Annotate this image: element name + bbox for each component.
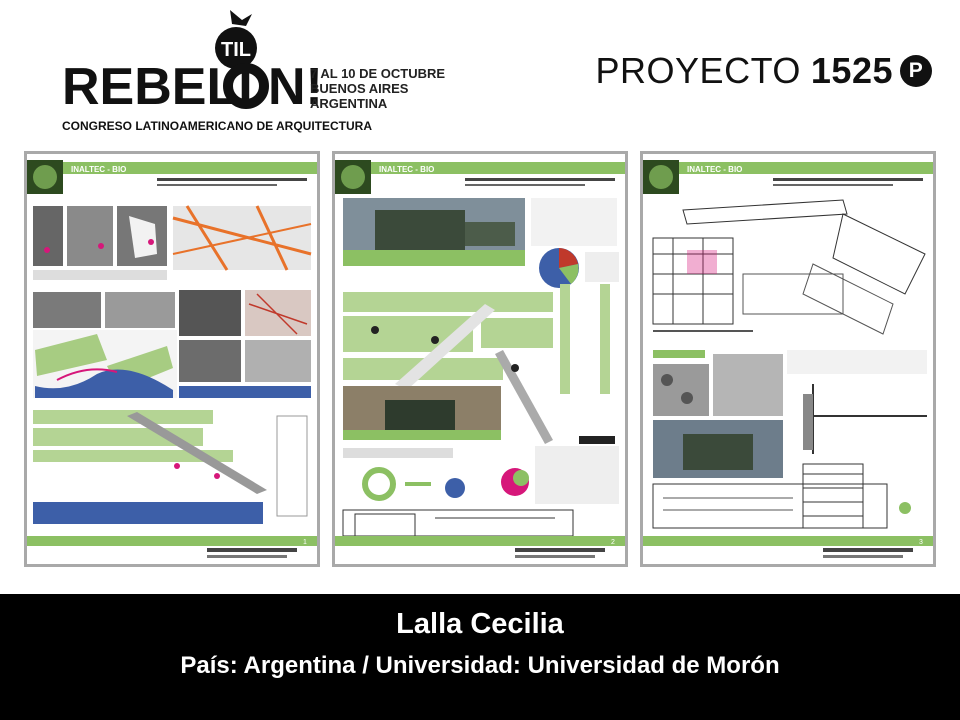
- site-photo: [105, 292, 175, 328]
- event-city: BUENOS AIRES: [310, 81, 409, 96]
- panel-header-text: INALTEC - BIO: [379, 165, 435, 174]
- poster-panel-1-content: [27, 154, 317, 564]
- poster-panel-3: [640, 151, 936, 567]
- panel-page-number: 3: [919, 539, 923, 546]
- project-title: [596, 50, 932, 92]
- panel-footer-band: [335, 536, 625, 546]
- project-badge: P: [900, 55, 932, 87]
- author-affiliation: País: Argentina / Universidad: Universidad de Morón: [180, 652, 780, 679]
- site-photo: [33, 292, 101, 328]
- panel-page-number: 1: [303, 539, 307, 546]
- panel-page-number: 2: [611, 539, 615, 546]
- panel-header-text: INALTEC - BIO: [687, 165, 743, 174]
- aerial-photo: [179, 290, 241, 336]
- poster-panel-1: [24, 151, 320, 567]
- author-name: Lalla Cecilia: [396, 608, 564, 640]
- map-thumbnail: [67, 206, 113, 266]
- poster-panel-3-content: [643, 154, 933, 564]
- logo-word-left: REBELI: [62, 58, 253, 116]
- til-badge-text: TIL: [221, 39, 251, 61]
- zoning-map: [245, 290, 311, 336]
- poster-panel-2-content: [335, 154, 625, 564]
- event-logo: [58, 6, 458, 136]
- map-thumbnail: [33, 206, 63, 266]
- render-image: [245, 340, 311, 382]
- interior-photo: [653, 364, 709, 416]
- project-number: 1525: [810, 50, 893, 91]
- pie-chart-graphic: [539, 248, 579, 288]
- panel-header-text: INALTEC - BIO: [71, 165, 127, 174]
- logo-word-right: N!: [268, 58, 323, 116]
- event-dates: 7 AL 10 DE OCTUBRE: [310, 66, 446, 81]
- event-country: ARGENTINA: [310, 96, 388, 111]
- river-band: [33, 502, 263, 524]
- poster-panel-2: [332, 151, 628, 567]
- interior-photo: [713, 354, 783, 416]
- bird-icon: [230, 10, 252, 26]
- elevation-drawing: [653, 484, 887, 528]
- site-photo: [179, 340, 241, 382]
- congress-name: CONGRESO LATINOAMERICANO DE ARQUITECTURA: [62, 119, 372, 133]
- footer-bar: [0, 594, 960, 720]
- rebelion-logo-graphic: [58, 6, 458, 136]
- panel-footer-band: [27, 536, 317, 546]
- panel-footer-band: [643, 536, 933, 546]
- project-prefix: PROYECTO: [595, 50, 801, 91]
